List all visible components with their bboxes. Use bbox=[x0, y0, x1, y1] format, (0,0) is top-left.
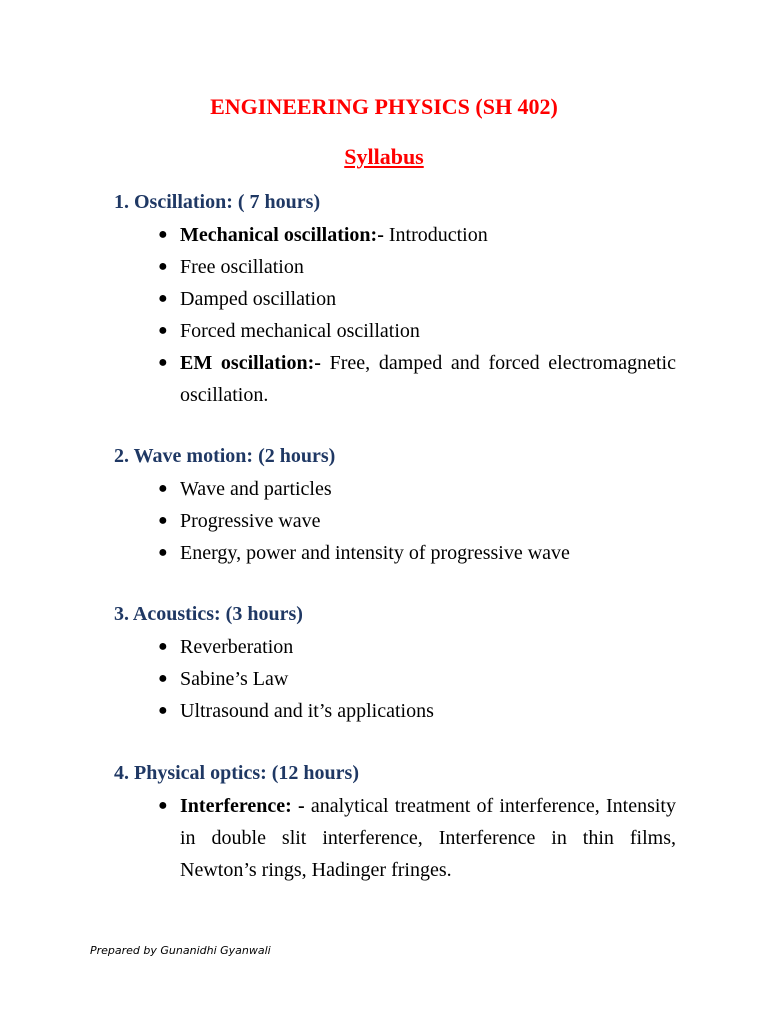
bullet-icon: ● bbox=[158, 290, 168, 307]
document-title: ENGINEERING PHYSICS (SH 402) bbox=[210, 94, 558, 119]
topic-text: Reverberation bbox=[180, 636, 294, 658]
list-item bbox=[0, 790, 676, 886]
topic-list bbox=[0, 790, 768, 886]
section-heading: 2. Wave motion: (2 hours) bbox=[114, 445, 336, 467]
topic-list bbox=[0, 219, 768, 411]
topic-text: analytical treatment of interference, Intensity in double slit interference, Interference in thin films, Newton’s rings, Hadinger fringes. bbox=[180, 795, 676, 881]
topic-label: Mechanical oscillation:- bbox=[180, 224, 384, 246]
bullet-icon: ● bbox=[158, 670, 168, 687]
list-item bbox=[0, 347, 676, 411]
topic-text: Introduction bbox=[383, 224, 488, 246]
topic-list bbox=[0, 631, 768, 727]
bullet-icon: ● bbox=[158, 512, 168, 529]
bullet-icon: ● bbox=[158, 638, 168, 655]
section-heading: 4. Physical optics: (12 hours) bbox=[114, 762, 359, 784]
topic-text: Sabine’s Law bbox=[180, 668, 289, 690]
topic-text: Damped oscillation bbox=[180, 288, 337, 310]
topic-list bbox=[0, 473, 768, 569]
list-item bbox=[0, 315, 676, 347]
bullet-icon: ● bbox=[158, 702, 168, 719]
bullet-icon: ● bbox=[158, 258, 168, 275]
document-subtitle: Syllabus bbox=[344, 144, 424, 169]
topic-label: EM oscillation:- bbox=[180, 352, 321, 374]
list-item bbox=[0, 695, 676, 727]
topic-text: Ultrasound and it’s applications bbox=[180, 700, 434, 722]
list-item bbox=[0, 219, 676, 251]
bullet-icon: ● bbox=[158, 322, 168, 339]
bullet-icon: ● bbox=[158, 544, 168, 561]
topic-text: Wave and particles bbox=[180, 478, 332, 500]
list-item bbox=[0, 283, 676, 315]
list-item bbox=[0, 251, 676, 283]
bullet-icon: ● bbox=[158, 226, 168, 243]
topic-text: Forced mechanical oscillation bbox=[180, 320, 420, 342]
list-item bbox=[0, 537, 676, 569]
list-item bbox=[0, 663, 676, 695]
list-item bbox=[0, 631, 676, 663]
list-item bbox=[0, 505, 676, 537]
bullet-icon: ● bbox=[158, 480, 168, 497]
section-heading: 3. Acoustics: (3 hours) bbox=[114, 603, 303, 625]
section-heading: 1. Oscillation: ( 7 hours) bbox=[114, 191, 321, 213]
bullet-icon: ● bbox=[158, 797, 168, 814]
topic-text: Progressive wave bbox=[180, 510, 321, 532]
list-item bbox=[0, 473, 676, 505]
footer-credit: Prepared by Gunanidhi Gyanwali bbox=[90, 944, 271, 957]
topic-label: Interference: - bbox=[180, 795, 305, 817]
bullet-icon: ● bbox=[158, 354, 168, 371]
topic-text: Free, damped and forced electromagnetic oscillation. bbox=[180, 352, 676, 406]
topic-text: Free oscillation bbox=[180, 256, 304, 278]
topic-text: Energy, power and intensity of progressive wave bbox=[180, 542, 570, 564]
